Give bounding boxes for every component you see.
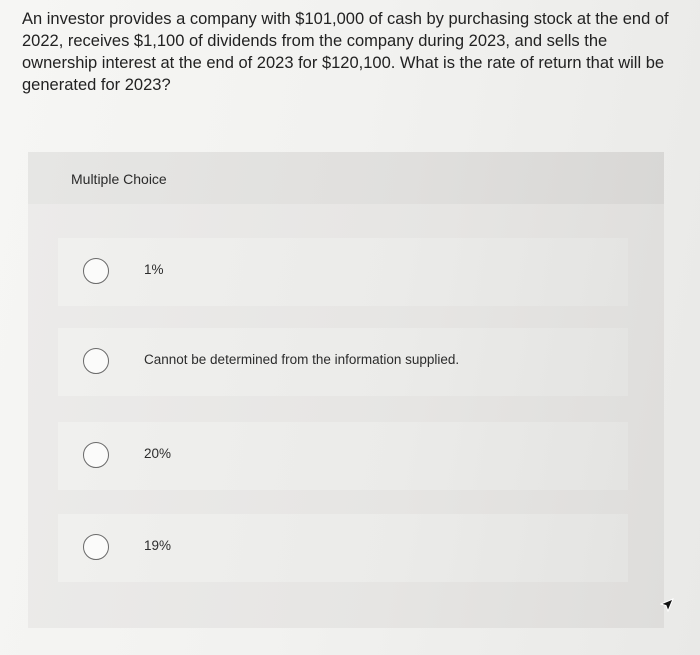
multiple-choice-label: Multiple Choice bbox=[71, 171, 167, 187]
option-4[interactable] bbox=[58, 514, 628, 582]
option-label: 20% bbox=[144, 446, 172, 461]
option-label: 19% bbox=[144, 538, 172, 553]
question-text: An investor provides a company with $101,000 of cash by purchasing stock at the end of 2022, receives $1,100 of dividends from the company during 2023, and sells the ownership interest at the end of 2023 for $120,100. What is the rate of return that will be generated for 2023? bbox=[22, 10, 669, 94]
multiple-choice-panel bbox=[28, 152, 664, 628]
multiple-choice-header bbox=[28, 152, 664, 204]
option-label: 1% bbox=[144, 262, 164, 277]
mouse-pointer-icon bbox=[660, 597, 674, 613]
option-label: Cannot be determined from the information supplied. bbox=[144, 352, 460, 367]
option-3[interactable] bbox=[58, 422, 628, 490]
radio-button-icon[interactable] bbox=[83, 258, 109, 284]
radio-button-icon[interactable] bbox=[83, 442, 109, 468]
option-2[interactable] bbox=[58, 328, 628, 396]
radio-button-icon[interactable] bbox=[83, 348, 109, 374]
radio-button-icon[interactable] bbox=[83, 534, 109, 560]
option-1[interactable] bbox=[58, 238, 628, 306]
